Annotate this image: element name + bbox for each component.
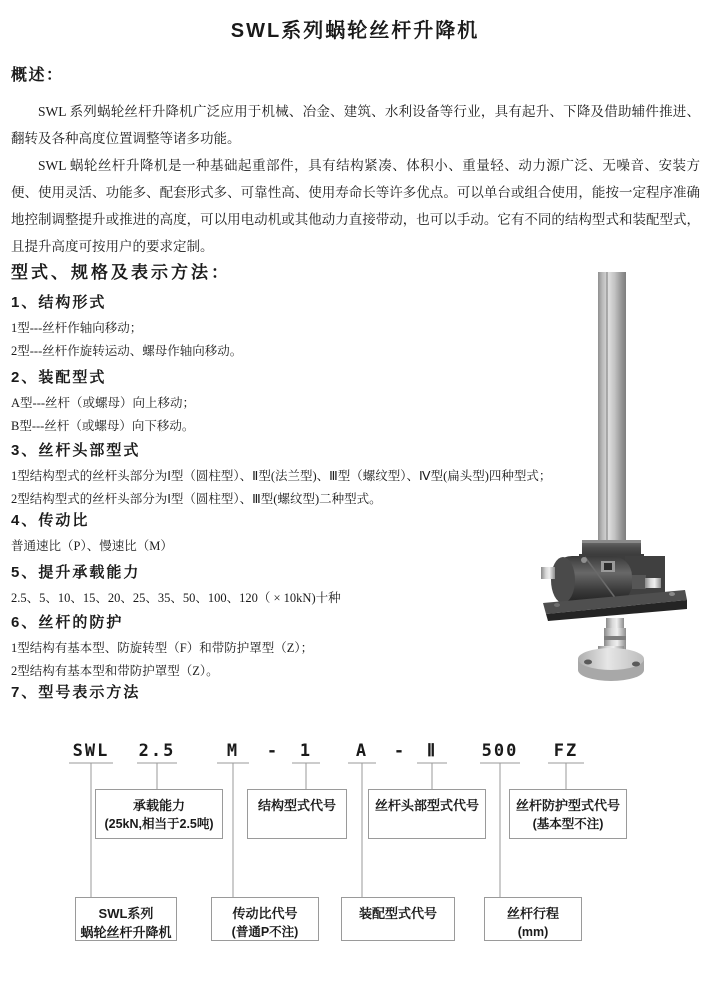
overview-paragraph: SWL 蜗轮丝杆升降机是一种基础起重部件，具有结构紧凑、体积小、重量轻、动力源广泛、无噪音、安装方便、使用灵活、功能多、配套形式多、可靠性高、使用寿命长等许多优点。可以单台或组合使用，能按一定程序准确地控制调整提升或推进的高度，可以用电动机或其他动力直接带动，也可以手动。它有不同的结构型式和装配型式，且提升高度可按用户的要求定制。 [11,158,700,254]
screw-rod [598,272,626,545]
model-code-diagram [0,733,710,973]
callout-line: 丝杆防护型式代号 [515,798,620,813]
section-line: 2型结构型式的丝杆头部分为Ⅰ型（圆柱型）、Ⅲ型(螺纹型)二种型式。 [11,492,382,506]
callout-line: (基本型不注) [532,817,604,831]
code-dash-2: - [393,741,407,761]
callout-ratio-code [211,897,319,941]
screw-jack-photo [535,262,695,687]
callout-screw-travel [484,897,582,941]
spec-section-screw-head [11,439,551,511]
section-line: 2型结构有基本型和带防护罩型（Z）。 [11,664,219,678]
callout-line: (25kN,相当于2.5吨) [104,817,214,831]
code-part-capacity: 2.5 [138,741,176,761]
callout-line: 装配型式代号 [358,906,437,921]
callout-line: 承载能力 [132,798,185,813]
section-line: 1型---丝杆作轴向移动； [11,321,143,335]
spec-section-assembly [11,366,195,438]
callout-assembly-type [341,897,455,941]
callout-structure-type [247,789,347,839]
callout-line: (mm) [517,925,549,939]
page-title: SWL系列蜗轮丝杆升降机 [230,20,480,42]
overview-paragraph: SWL 系列蜗轮丝杆升降机广泛应用于机械、冶金、建筑、水利设备等行业，具有起升、下降及借助辅件推进、翻转及各种高度位置调整等诸多功能。 [11,104,700,146]
spec-section-ratio [11,509,173,558]
section-line: 1型结构型式的丝杆头部分为Ⅰ型（圆柱型）、Ⅱ型(法兰型)、Ⅲ型（螺纹型）、Ⅳ型(扁头型)四种型式； [11,469,552,483]
spec-section-title: 型式、规格及表示方法： [11,263,231,282]
callout-line: SWL系列 [98,906,154,921]
code-part-head-type: Ⅱ [426,741,438,761]
section-heading: 2、装配型式 [11,369,107,386]
callout-load-capacity [95,789,223,839]
section-heading: 7、型号表示方法 [11,684,141,701]
code-part-assembly: A [355,741,369,761]
overview-heading: 概述： [11,67,64,84]
callout-line: 丝杆头部型式代号 [374,798,479,813]
section-heading: 3、丝杆头部型式 [11,442,141,459]
callout-line: 丝杆行程 [506,906,559,921]
section-line: A型---丝杆（或螺母）向上移动； [11,396,196,410]
code-part-structure: 1 [299,741,313,761]
section-heading: 6、丝杆的防护 [11,614,124,631]
callout-line: 传动比代号 [232,906,298,921]
code-part-series: SWL [72,741,110,761]
callout-line: 蜗轮丝杆升降机 [80,925,172,940]
section-line: 2.5、5、10、15、20、25、35、50、100、120（ × 10kN)十种 [11,591,341,605]
code-part-protection: FZ [553,741,579,761]
section-line: 2型---丝杆作旋转运动、螺母作轴向移动。 [11,344,243,358]
overview-paragraphs [11,98,700,260]
callout-series-name [75,897,177,941]
callout-screw-head-type [368,789,486,839]
code-part-travel: 500 [481,741,519,761]
spec-section-model-designation [11,681,140,707]
section-line: 1型结构有基本型、防旋转型（F）和带防护罩型（Z）； [11,641,314,655]
spec-section-capacity [11,561,341,610]
section-heading: 1、结构形式 [11,294,107,311]
code-dash-1: - [266,741,280,761]
callout-line: 结构型式代号 [257,798,336,813]
spec-section-protection [11,611,313,683]
callout-line: (普通P不注) [231,925,299,939]
code-part-ratio: M [226,741,240,761]
callout-screw-protection-type [509,789,627,839]
section-line: 普通速比（P）、慢速比（M） [11,539,173,553]
section-heading: 5、提升承载能力 [11,564,141,581]
section-line: B型---丝杆（或螺母）向下移动。 [11,419,195,433]
spec-section-structure [11,291,242,363]
section-heading: 4、传动比 [11,512,90,529]
